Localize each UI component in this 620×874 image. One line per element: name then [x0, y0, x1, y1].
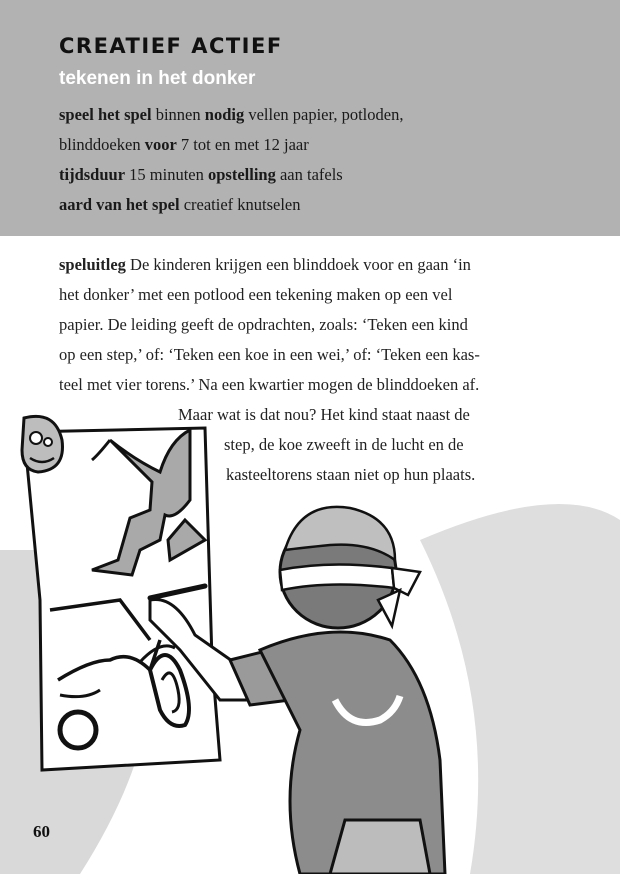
explanation-line: papier. De leiding geeft de opdrachten, zoals: ‘Teken een kind	[59, 315, 468, 334]
page-number: 60	[33, 822, 50, 841]
info-line-age: blinddoeken voor 7 tot en met 12 jaar	[59, 135, 309, 154]
explanation-line: het donker’ met een potlood een tekening maken op een vel	[59, 285, 453, 304]
explanation-line: speluitleg De kinderen krijgen een blinddoek voor en gaan ‘in	[59, 255, 471, 274]
game-title: tekenen in het donker	[59, 68, 256, 89]
info-line-duration: tijdsduur 15 minuten opstelling aan tafels	[59, 165, 343, 184]
info-line-location: speel het spel binnen nodig vellen papier, potloden,	[59, 105, 404, 124]
explanation-label: speluitleg	[59, 255, 126, 274]
header-panel	[0, 0, 620, 236]
child-shorts	[330, 820, 430, 874]
explanation-line: teel met vier torens.’ Na een kwartier mogen de blinddoeken af.	[59, 375, 480, 394]
game-explanation	[59, 250, 564, 400]
background-shadow	[420, 504, 620, 874]
explanation-line: kasteeltorens staan niet op hun plaats.	[226, 465, 476, 484]
drawn-eye	[30, 432, 42, 444]
explanation-line: step, de koe zweeft in de lucht en de	[224, 435, 464, 454]
info-line-type: aard van het spel creatief knutselen	[59, 195, 301, 214]
blindfolded-child-drawing-illustration	[0, 400, 620, 874]
drawn-face	[22, 416, 63, 472]
game-info	[59, 100, 579, 220]
explanation-line: op een step,’ of: ‘Teken een koe in een wei,’ of: ‘Teken een kas-	[59, 345, 480, 364]
chapter-title: CREATIEF ACTIEF	[59, 34, 283, 58]
explanation-line: Maar wat is dat nou? Het kind staat naast de	[178, 405, 470, 424]
drawn-wheel	[60, 712, 96, 748]
drawn-eye	[44, 438, 52, 446]
